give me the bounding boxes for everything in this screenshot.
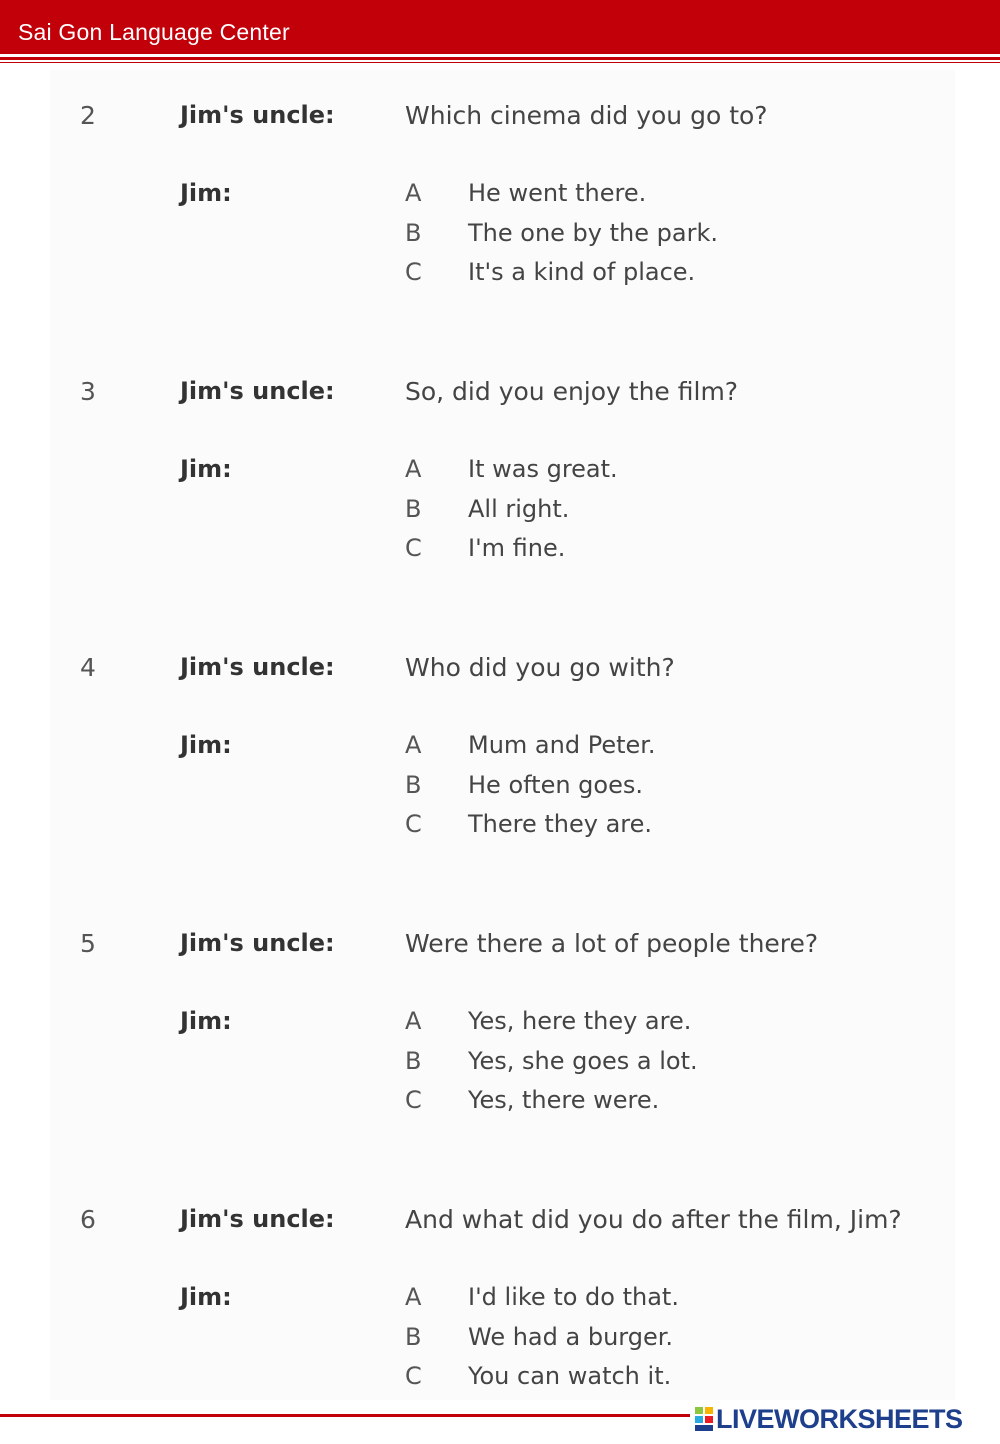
liveworksheets-logo[interactable] bbox=[694, 1402, 994, 1438]
option-letter: B bbox=[405, 1323, 422, 1351]
question-block-4 bbox=[0, 653, 1000, 913]
option-a[interactable] bbox=[405, 1007, 965, 1041]
option-letter: B bbox=[405, 219, 422, 247]
question-prompt: Who did you go with? bbox=[405, 653, 675, 682]
option-c[interactable] bbox=[405, 534, 965, 568]
header-divider-thin bbox=[0, 62, 1000, 63]
answer-speaker: Jim: bbox=[180, 1283, 232, 1311]
option-text: All right. bbox=[468, 495, 570, 523]
option-letter: A bbox=[405, 1283, 422, 1311]
answer-speaker: Jim: bbox=[180, 179, 232, 207]
question-block-6 bbox=[0, 1205, 1000, 1395]
question-number: 3 bbox=[80, 377, 96, 406]
question-speaker: Jim's uncle: bbox=[180, 1205, 335, 1233]
question-prompt: And what did you do after the film, Jim? bbox=[405, 1205, 902, 1234]
option-b[interactable] bbox=[405, 1047, 965, 1081]
option-text: There they are. bbox=[468, 810, 653, 838]
question-prompt: Were there a lot of people there? bbox=[405, 929, 819, 958]
option-a[interactable] bbox=[405, 455, 965, 489]
option-letter: C bbox=[405, 1362, 422, 1390]
option-text: I'd like to do that. bbox=[468, 1283, 679, 1311]
question-speaker: Jim's uncle: bbox=[180, 377, 335, 405]
question-number: 5 bbox=[80, 929, 96, 958]
answer-speaker: Jim: bbox=[180, 731, 232, 759]
option-letter: C bbox=[405, 534, 422, 562]
option-text: Yes, here they are. bbox=[468, 1007, 692, 1035]
question-block-2 bbox=[0, 101, 1000, 361]
question-prompt: Which cinema did you go to? bbox=[405, 101, 768, 130]
option-text: He often goes. bbox=[468, 771, 643, 799]
option-text: Mum and Peter. bbox=[468, 731, 656, 759]
option-text: It's a kind of place. bbox=[468, 258, 696, 286]
question-speaker: Jim's uncle: bbox=[180, 653, 335, 681]
option-letter: C bbox=[405, 810, 422, 838]
question-number: 4 bbox=[80, 653, 96, 682]
option-letter: A bbox=[405, 179, 422, 207]
question-speaker: Jim's uncle: bbox=[180, 101, 335, 129]
option-letter: C bbox=[405, 258, 422, 286]
option-text: We had a burger. bbox=[468, 1323, 674, 1351]
option-b[interactable] bbox=[405, 219, 965, 253]
option-c[interactable] bbox=[405, 258, 965, 292]
option-letter: B bbox=[405, 771, 422, 799]
answer-speaker: Jim: bbox=[180, 1007, 232, 1035]
liveworksheets-logo-text: LIVEWORKSHEETS bbox=[716, 1404, 963, 1434]
question-prompt: So, did you enjoy the film? bbox=[405, 377, 739, 406]
header-divider bbox=[0, 57, 1000, 60]
option-c[interactable] bbox=[405, 1086, 965, 1120]
option-letter: B bbox=[405, 495, 422, 523]
option-a[interactable] bbox=[405, 1283, 965, 1317]
option-text: He went there. bbox=[468, 179, 647, 207]
option-letter: C bbox=[405, 1086, 422, 1114]
option-letter: B bbox=[405, 1047, 422, 1075]
option-a[interactable] bbox=[405, 731, 965, 765]
option-letter: A bbox=[405, 1007, 422, 1035]
option-text: The one by the park. bbox=[468, 219, 718, 247]
option-b[interactable] bbox=[405, 1323, 965, 1357]
option-b[interactable] bbox=[405, 771, 965, 805]
option-letter: A bbox=[405, 455, 422, 483]
header-bar bbox=[0, 0, 1000, 54]
option-text: Yes, there were. bbox=[468, 1086, 660, 1114]
option-text: I'm fine. bbox=[468, 534, 566, 562]
option-letter: A bbox=[405, 731, 422, 759]
option-text: It was great. bbox=[468, 455, 618, 483]
option-c[interactable] bbox=[405, 810, 965, 844]
liveworksheets-logo-icon bbox=[694, 1406, 714, 1432]
question-speaker: Jim's uncle: bbox=[180, 929, 335, 957]
option-text: Yes, she goes a lot. bbox=[468, 1047, 698, 1075]
question-number: 2 bbox=[80, 101, 96, 130]
question-block-5 bbox=[0, 929, 1000, 1189]
option-b[interactable] bbox=[405, 495, 965, 529]
footer-divider bbox=[0, 1414, 690, 1417]
question-number: 6 bbox=[80, 1205, 96, 1234]
option-c[interactable] bbox=[405, 1362, 965, 1396]
option-text: You can watch it. bbox=[468, 1362, 672, 1390]
header-title: Sai Gon Language Center bbox=[18, 19, 290, 45]
question-block-3 bbox=[0, 377, 1000, 637]
option-a[interactable] bbox=[405, 179, 965, 213]
answer-speaker: Jim: bbox=[180, 455, 232, 483]
